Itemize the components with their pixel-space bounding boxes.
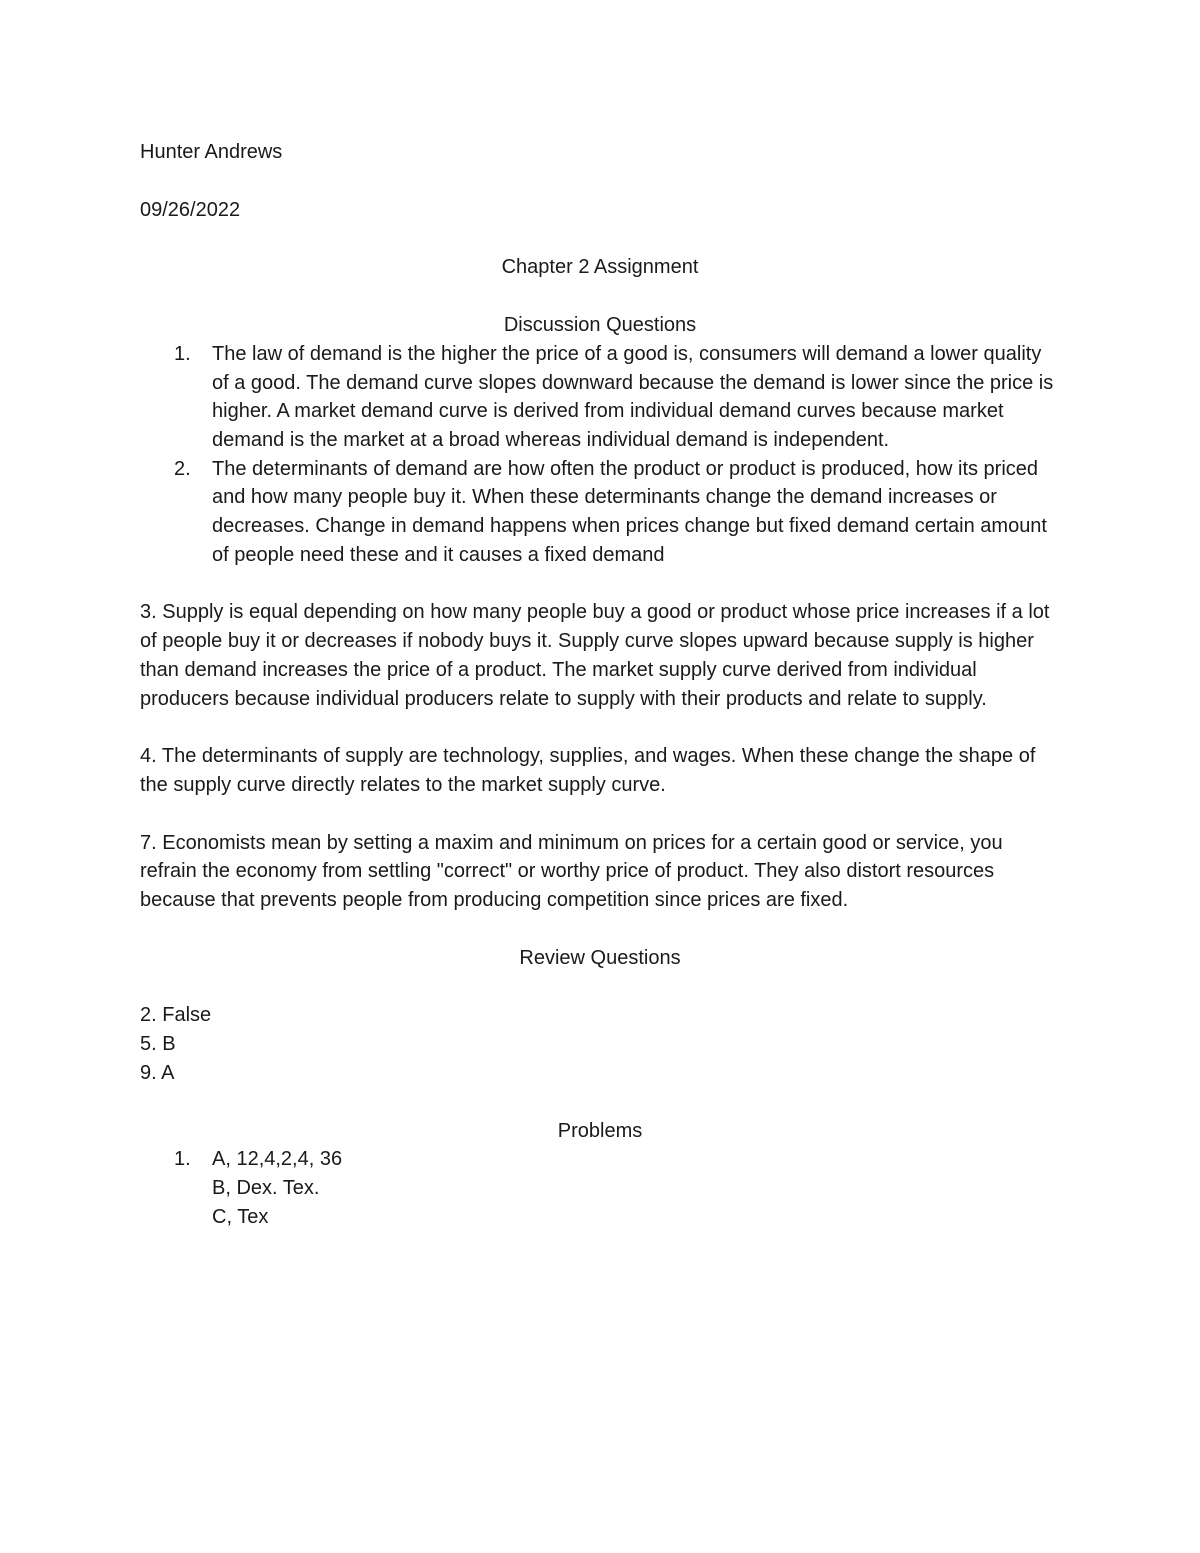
review-answer: 9. A [140, 1061, 175, 1084]
discussion-item-2 [140, 455, 1060, 570]
review-answer: 2. False [140, 1004, 212, 1027]
list-text: The law of demand is the higher the price of a good is, consumers will demand a lower quality of a good. The demand curve slopes downward because the demand is lower since the price is higher. A market demand curve is derived from individual demand curves because market demand is the market at a broad whereas individual demand is independent. [212, 342, 1054, 451]
problem-line: B, Dex. Tex. [212, 1176, 320, 1199]
discussion-paragraph-4: 4. The determinants of supply are technology, supplies, and wages. When these change the shape of the supply curve directly relates to the market supply curve. [140, 745, 1036, 796]
discussion-paragraph-7: 7. Economists mean by setting a maxim and minimum on prices for a certain good or service, you refrain the economy from settling "correct" or worthy price of product. They also distort resources because that prevents people from producing competition since prices are fixed. [140, 831, 1003, 912]
problems-list [140, 1145, 1060, 1231]
review-answers [140, 1001, 1060, 1087]
problem-line: A, 12,4,2,4, 36 [212, 1148, 343, 1171]
document-page [140, 138, 1060, 1231]
review-heading: Review Questions [519, 946, 681, 969]
assignment-title: Chapter 2 Assignment [501, 256, 699, 279]
list-number: 2. [174, 457, 191, 480]
problems-heading: Problems [557, 1119, 643, 1142]
discussion-list [140, 340, 1060, 570]
list-number: 1. [174, 1148, 191, 1171]
problem-line: C, Tex [212, 1205, 269, 1228]
discussion-heading: Discussion Questions [503, 314, 697, 337]
discussion-item-1 [140, 340, 1060, 455]
discussion-paragraph-3: 3. Supply is equal depending on how many people buy a good or product whose price increases if a lot of people buy it or decreases if nobody buys it. Supply curve slopes upward because supply is higher than demand increases the price of a product. The market supply curve derived from individual producers because individual producers relate to supply with their products and relate to supply. [140, 601, 1050, 710]
author-name: Hunter Andrews [140, 141, 283, 163]
list-number: 1. [174, 342, 191, 365]
problem-item-1 [140, 1145, 1060, 1231]
document-date: 09/26/2022 [140, 198, 241, 221]
review-answer: 5. B [140, 1033, 176, 1056]
list-text: The determinants of demand are how often the product or product is produced, how its priced and how many people buy it. When these determinants change the demand increases or decreases. Change in demand happens when prices change but fixed demand certain amount of people need these and it causes a fixed demand [212, 457, 1047, 566]
